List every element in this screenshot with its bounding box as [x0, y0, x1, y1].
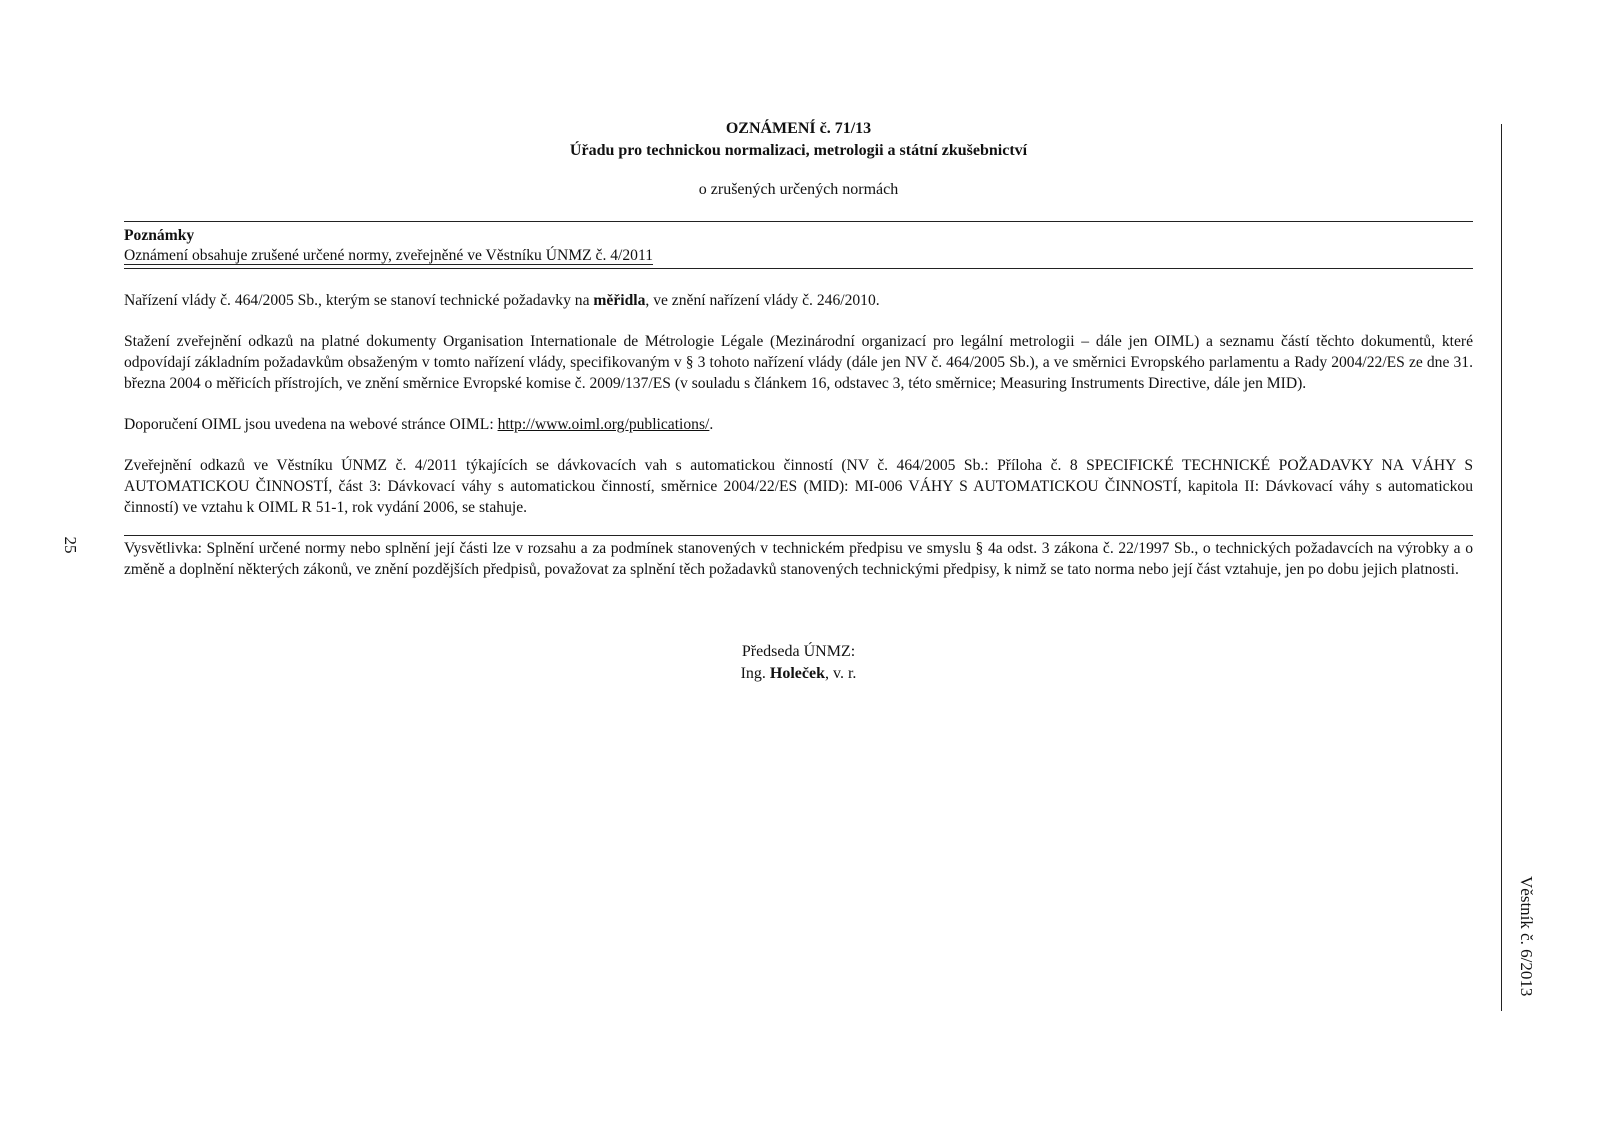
- publication-paragraph: Zveřejnění odkazů ve Věstníku ÚNMZ č. 4/2011 týkajících se dávkovacích vah s automatickou činností (NV č. 464/2005 Sb.: Příloha č. 8 SPECIFICKÉ TECHNICKÉ POŽADAVKY NA VÁHY S AUTOMATICKOU ČINNOSTÍ, část 3: Dávkovací váhy s automatickou činností, směrnice 2004/22/ES (MID): MI-006 VÁHY S AUTOMATICKOU ČINNOSTÍ, kapitola II: Dávkovací váhy s automatickou činností) ve vztahu k OIML R 51-1, rok vydání 2006, se stahuje.: [124, 457, 1473, 516]
- page-number: 25: [61, 536, 80, 554]
- notes-title: Poznámky: [124, 227, 195, 244]
- announcement-header: [124, 118, 1473, 201]
- recommendation-paragraph: Doporučení OIML jsou uvedena na webové stránce OIML: http://www.oiml.org/publications/.: [124, 416, 714, 433]
- signatory-name: Holeček: [769, 665, 825, 682]
- withdrawal-paragraph: Stažení zveřejnění odkazů na platné dokumenty Organisation Internationale de Métrologie Légale (Mezinárodní organizací pro legální metrologii – dále jen OIML) a seznamu částí těchto dokumentů, které odpovídají základním požadavkům obsaženým v tomto nařízení vlády, specifikovaným v § 3 tohoto nařízení vlády (dále jen NV č. 464/2005 Sb.), a ve směrnici Evropského parlamentu a Rady 2004/22/ES ze dne 31. března 2004 o měřicích přístrojích, ve znění směrnice Evropské komise č. 2009/137/ES (v souladu s článkem 16, odstavec 3, této směrnice; Measuring Instruments Directive, dále jen MID).: [124, 333, 1473, 392]
- signature-name-line: Ing. Holeček, v. r.: [740, 665, 857, 682]
- announcement-title: OZNÁMENÍ č. 71/13: [725, 120, 872, 137]
- regulation-paragraph: Nařízení vlády č. 464/2005 Sb., kterým se stanoví technické požadavky na měřidla, ve znění nařízení vlády č. 246/2010.: [124, 292, 880, 309]
- journal-reference: Věstník č. 6/2013: [1517, 876, 1536, 997]
- announcement-issuer: Úřadu pro technickou normalizaci, metrologii a státní zkušebnictví: [569, 142, 1028, 159]
- notes-section: [124, 221, 1473, 269]
- regulation-subject: měřidla: [593, 292, 646, 309]
- document-body: [124, 118, 1473, 685]
- announcement-topic: o zrušených určených normách: [698, 181, 899, 198]
- oiml-publications-link[interactable]: http://www.oiml.org/publications/: [497, 416, 710, 433]
- signature-block: [124, 641, 1473, 685]
- explanation-note: Vysvětlivka: Splnění určené normy nebo splnění její části lze v rozsahu a za podmínek stanovených v technickém předpisu ve smyslu § 4a odst. 3 zákona č. 22/1997 Sb., o technických požadavcích na výrobky a o změně a doplnění některých zákonů, ve znění pozdějších předpisů, považovat za splnění těch požadavků stanovených technickými předpisy, k nimž se tato norma nebo její část vztahuje, jen po dobu jejich platnosti.: [124, 535, 1473, 580]
- signature-role: Předseda ÚNMZ:: [741, 643, 856, 660]
- notes-text: Oznámení obsahuje zrušené určené normy, zveřejněné ve Věstníku ÚNMZ č. 4/2011: [124, 247, 653, 264]
- right-margin-rule: [1501, 124, 1502, 1011]
